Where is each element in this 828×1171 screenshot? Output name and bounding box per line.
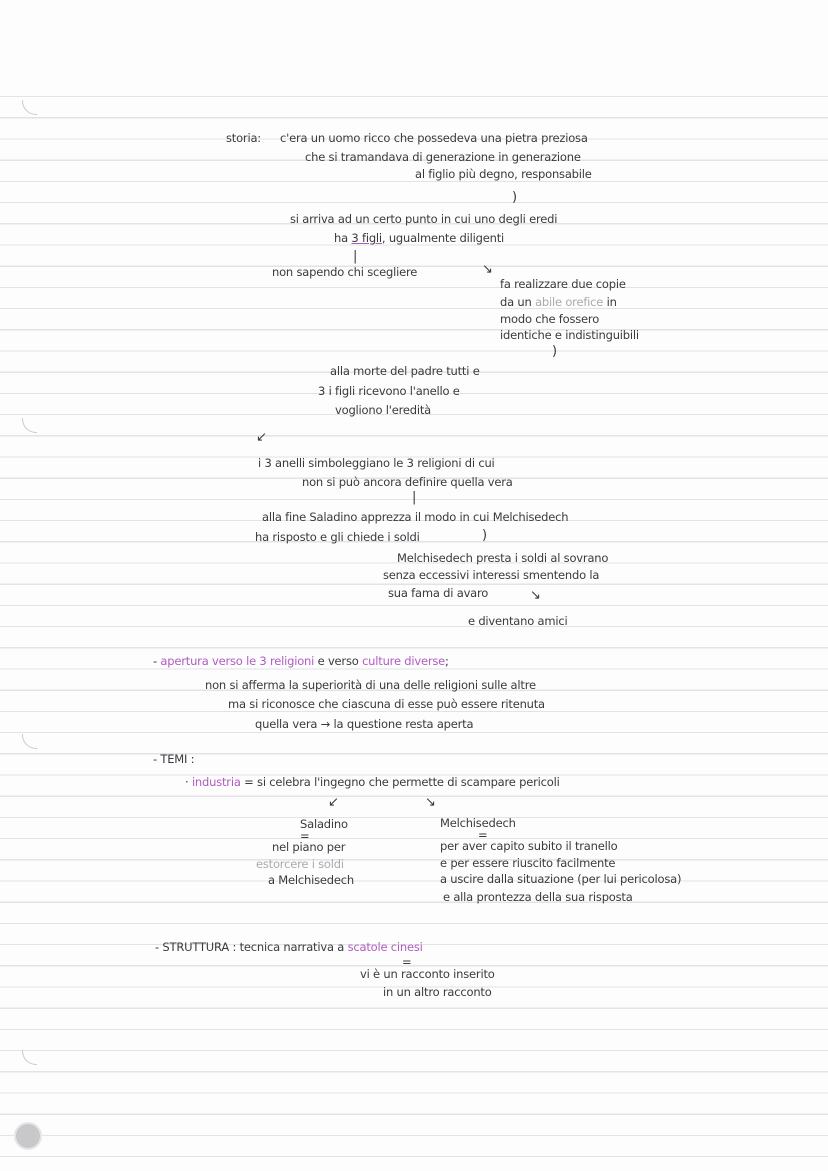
equals-mark: = [478, 828, 488, 842]
note-line: Melchisedech presta i soldi al sovrano [397, 551, 609, 565]
equals-mark: = [300, 829, 310, 843]
note-line: a Melchisedech [268, 873, 354, 887]
note-line: fa realizzare due copie [500, 277, 626, 291]
equals-mark: = [402, 955, 412, 969]
melchisedech-title: Melchisedech [440, 816, 516, 830]
binder-hole-mark [22, 100, 37, 115]
arrow-mark: ↙ [256, 430, 267, 445]
saladino-title: Saladino [300, 817, 348, 831]
note-line: modo che fossero [500, 312, 600, 326]
note-line: quella vera → la questione resta aperta [255, 717, 474, 731]
note-line: alla fine Saladino apprezza il modo in cui Melchisedech [262, 510, 569, 524]
connector-mark: ) [552, 344, 558, 359]
note-line: a uscire dalla situazione (per lui pericolosa) [440, 872, 682, 886]
note-line: in un altro racconto [383, 985, 492, 999]
apertura-heading: - apertura verso le 3 religioni e verso culture diverse; [153, 654, 449, 668]
note-line: sua fama di avaro [388, 586, 489, 600]
arrow-mark: ↘ [482, 262, 493, 277]
note-line: ma si riconosce che ciascuna di esse può essere ritenuta [228, 697, 545, 711]
note-line: i 3 anelli simboleggiano le 3 religioni di cui [258, 456, 495, 470]
note-line: nel piano per [272, 840, 346, 854]
connector-mark: ) [512, 190, 518, 205]
punch-hole [14, 1122, 42, 1150]
binder-hole-mark [22, 1050, 37, 1065]
note-line: vi è un racconto inserito [360, 967, 495, 981]
note-line: che si tramandava di generazione in generazione [305, 150, 581, 164]
note-line: estorcere i soldi [256, 857, 344, 871]
note-line: per aver capito subito il tranello [440, 839, 618, 853]
temi-heading: - TEMI : [153, 752, 195, 766]
note-line: da un abile orefice in [500, 295, 617, 309]
connector-mark: ) [482, 528, 488, 543]
note-line: senza eccessivi interessi smentendo la [383, 568, 600, 582]
note-line: non si afferma la superiorità di una delle religioni sulle altre [205, 678, 536, 692]
note-line: al figlio più degno, responsabile [415, 167, 592, 181]
note-line: ha 3 figli, ugualmente diligenti [334, 231, 505, 245]
note-line: e per essere riuscito facilmente [440, 856, 616, 870]
note-line: non si può ancora definire quella vera [302, 475, 513, 489]
note-line: e diventano amici [468, 614, 568, 628]
struttura-heading: - STRUTTURA : tecnica narrativa a scatole cinesi [155, 940, 423, 954]
note-line: si arriva ad un certo punto in cui uno degli eredi [290, 212, 558, 226]
binder-hole-mark [22, 734, 37, 749]
note-line: 3 i figli ricevono l'anello e [318, 384, 460, 398]
note-line: vogliono l'eredità [335, 403, 431, 417]
note-line: c'era un uomo ricco che possedeva una pietra preziosa [280, 131, 588, 145]
note-line: non sapendo chi scegliere [272, 265, 418, 279]
arrow-mark: ↘ [425, 795, 436, 810]
story-label: storia: [226, 131, 261, 145]
note-line: identiche e indistinguibili [500, 328, 639, 342]
connector-mark: | [353, 249, 358, 264]
arrow-mark: ↙ [328, 795, 339, 810]
temi-item: · industria = si celebra l'ingegno che permette di scampare pericoli [185, 775, 560, 789]
note-line: alla morte del padre tutti e [330, 364, 480, 378]
binder-hole-mark [22, 418, 37, 433]
note-line: ha risposto e gli chiede i soldi [255, 530, 420, 544]
connector-mark: | [412, 490, 417, 505]
arrow-mark: ↘ [530, 588, 541, 603]
note-line: e alla prontezza della sua risposta [443, 890, 633, 904]
